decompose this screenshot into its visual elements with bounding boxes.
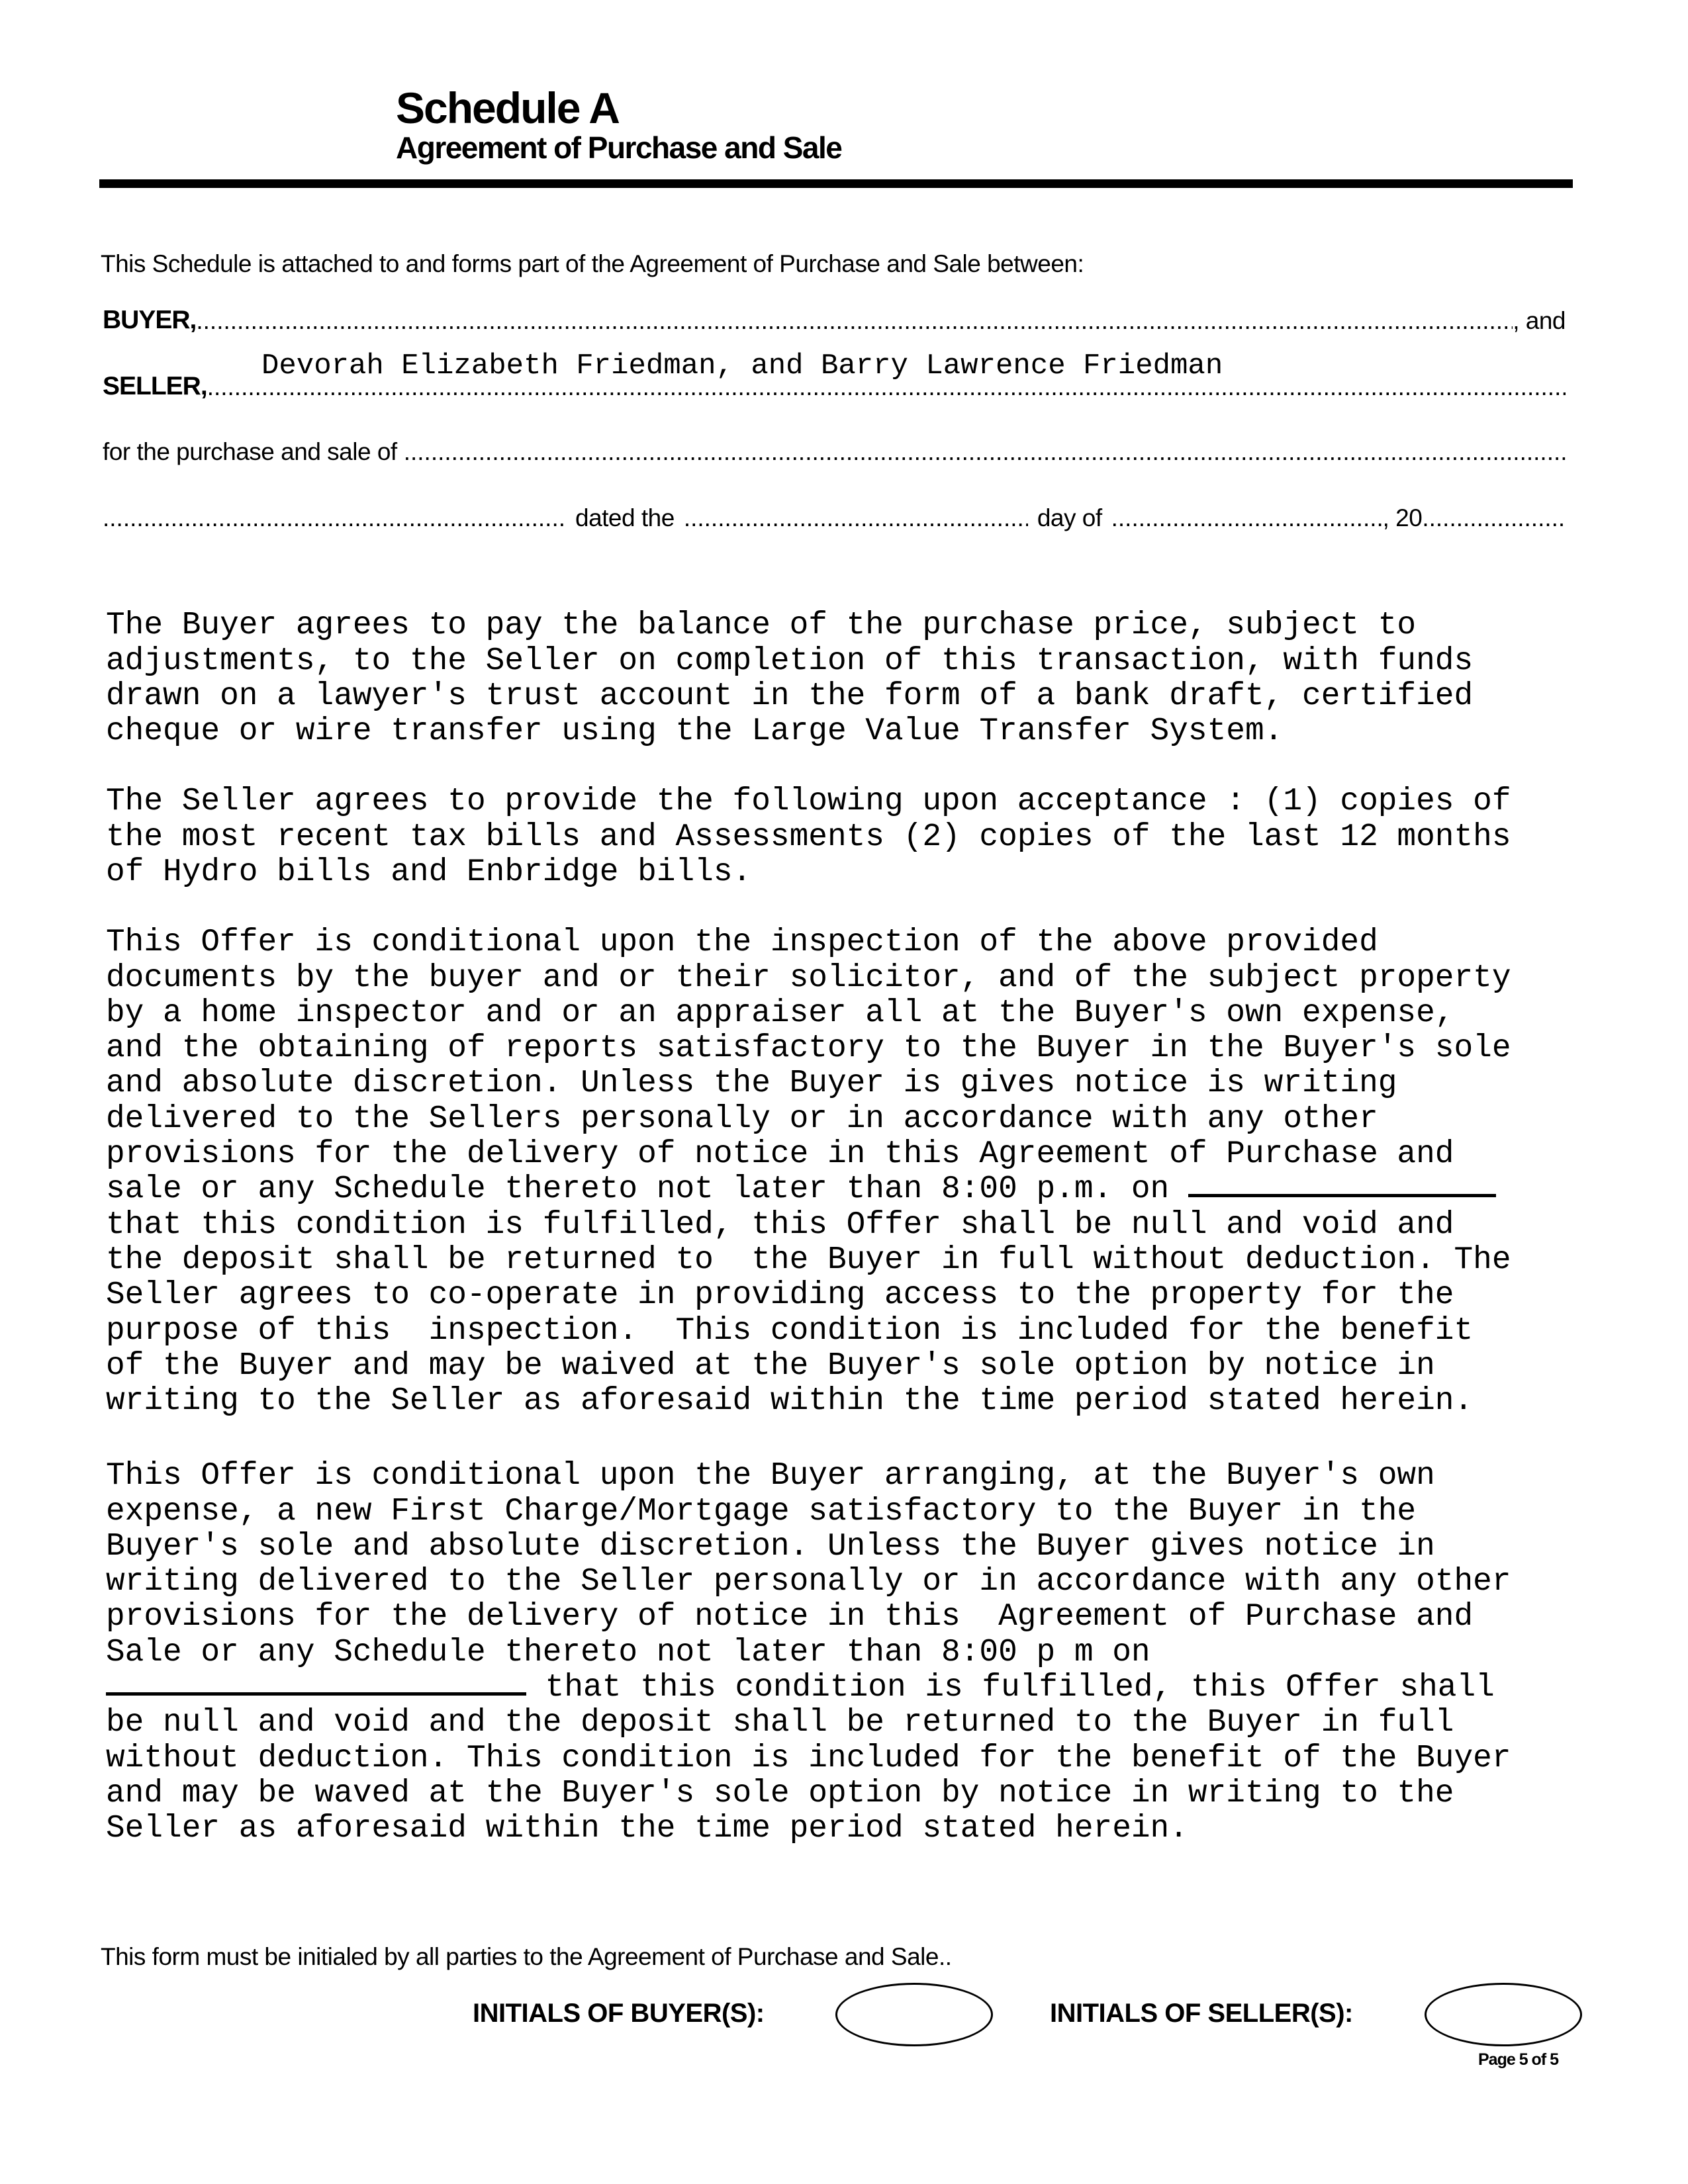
page-subtitle: Agreement of Purchase and Sale <box>396 130 842 165</box>
clause-line: delivered to the Sellers personally or in accordance with any other <box>106 1101 1378 1137</box>
clause-line: purpose of this inspection. This condition is included for the benefit <box>106 1312 1474 1349</box>
clause-line: Buyer's sole and absolute discretion. Unless the Buyer gives notice in <box>106 1528 1435 1565</box>
buyer-field[interactable] <box>196 307 1513 335</box>
clause-line: and may be waved at the Buyer's sole option by notice in writing to the <box>106 1775 1454 1811</box>
clause-line: documents by the buyer and or their solicitor, and of the subject property <box>106 960 1511 996</box>
seller-label: SELLER, <box>103 372 207 400</box>
purchase-line <box>103 438 1566 466</box>
purchase-field[interactable] <box>404 438 1566 466</box>
clause-line: sale or any Schedule thereto not later than 8:00 p.m. on <box>106 1171 1188 1208</box>
financing-deadline-field[interactable] <box>106 1684 526 1696</box>
inspection-deadline-field[interactable] <box>1188 1186 1496 1197</box>
clause-inspection-condition <box>106 890 1511 1455</box>
seller-name-value[interactable]: Devorah Elizabeth Friedman, and Barry Lawrence Friedman <box>261 349 1223 383</box>
intro-text: This Schedule is attached to and forms part of the Agreement of Purchase and Sale between: <box>101 250 1084 277</box>
property-field[interactable] <box>103 504 566 532</box>
clause-line: Sale or any Schedule thereto not later than 8:00 p m on <box>106 1634 1150 1670</box>
clause-line: and the obtaining of reports satisfactory to the Buyer in the Buyer's sole <box>106 1030 1511 1067</box>
seller-line <box>103 372 1566 401</box>
clause-line: cheque or wire transfer using the Large Value Transfer System. <box>106 713 1284 750</box>
clause-line: writing delivered to the Seller personally or in accordance with any other <box>106 1564 1511 1600</box>
year-label: , 20 <box>1382 504 1423 531</box>
seller-initials-field[interactable] <box>1425 1983 1582 2046</box>
buyer-initials-label: INITIALS OF BUYER(S): <box>473 1999 765 2028</box>
clause-line: by a home inspector and or an appraiser all at the Buyer's own expense, <box>106 995 1454 1031</box>
clause-line: adjustments, to the Seller on completion of this transaction, with funds <box>106 643 1474 679</box>
clause-financing-condition <box>106 1424 1511 1882</box>
clause-line: drawn on a lawyer's trust account in the form of a bank draft, certified <box>106 678 1474 714</box>
clause-line: This Offer is conditional upon the inspection of the above provided <box>106 925 1378 961</box>
day-field[interactable] <box>684 504 1028 532</box>
year-field[interactable] <box>1422 504 1566 532</box>
clause-line: the deposit shall be returned to the Buyer in full without deduction. The <box>106 1242 1511 1278</box>
clause-line: writing to the Seller as aforesaid within the time period stated herein. <box>106 1383 1474 1420</box>
buyer-suffix: , and <box>1513 307 1566 334</box>
page-title: Schedule A <box>396 83 619 132</box>
clause-line: and absolute discretion. Unless the Buyer is gives notice is writing <box>106 1066 1397 1102</box>
clause-line: be null and void and the deposit shall be returned to the Buyer in full <box>106 1705 1454 1741</box>
clause-line: of Hydro bills and Enbridge bills. <box>106 854 752 890</box>
clause-line: Seller as aforesaid within the time period stated herein. <box>106 1811 1188 1847</box>
clause-line: without deduction. This condition is included for the benefit of the Buyer <box>106 1740 1511 1776</box>
purchase-label: for the purchase and sale of <box>103 438 397 465</box>
page-number: Page 5 of 5 <box>1478 2050 1558 2069</box>
dated-line <box>103 504 1566 532</box>
initial-notice: This form must be initialed by all parties to the Agreement of Purchase and Sale.. <box>101 1943 952 1970</box>
buyer-initials-field[interactable] <box>835 1983 993 2046</box>
clause-line: provisions for the delivery of notice in this Agreement of Purchase and <box>106 1136 1454 1173</box>
clause-line: This Offer is conditional upon the Buyer arranging, at the Buyer's own <box>106 1458 1435 1494</box>
clause-line: the most recent tax bills and Assessments (2) copies of the last 12 months <box>106 819 1511 855</box>
clause-line: of the Buyer and may be waived at the Buyer's sole option by notice in <box>106 1347 1435 1384</box>
clause-line: that this condition is fulfilled, this Offer shall <box>526 1670 1495 1706</box>
header-rule <box>99 179 1573 188</box>
buyer-label: BUYER, <box>103 306 197 334</box>
dated-label: dated the <box>575 504 675 531</box>
clause-line: expense, a new First Charge/Mortgage satisfactory to the Buyer in the <box>106 1493 1417 1529</box>
seller-initials-label: INITIALS OF SELLER(S): <box>1050 1999 1353 2028</box>
buyer-line <box>103 306 1566 335</box>
day-of-label: day of <box>1037 504 1102 531</box>
seller-field[interactable] <box>207 373 1566 401</box>
month-field[interactable] <box>1111 504 1383 532</box>
clause-line: The Buyer agrees to pay the balance of the purchase price, subject to <box>106 608 1417 644</box>
clause-line: provisions for the delivery of notice in this Agreement of Purchase and <box>106 1599 1474 1635</box>
clause-line: The Seller agrees to provide the following upon acceptance : (1) copies of <box>106 784 1511 820</box>
clause-line: Seller agrees to co-operate in providing access to the property for the <box>106 1277 1454 1314</box>
clause-line: that this condition is fulfilled, this Offer shall be null and void and <box>106 1206 1454 1243</box>
